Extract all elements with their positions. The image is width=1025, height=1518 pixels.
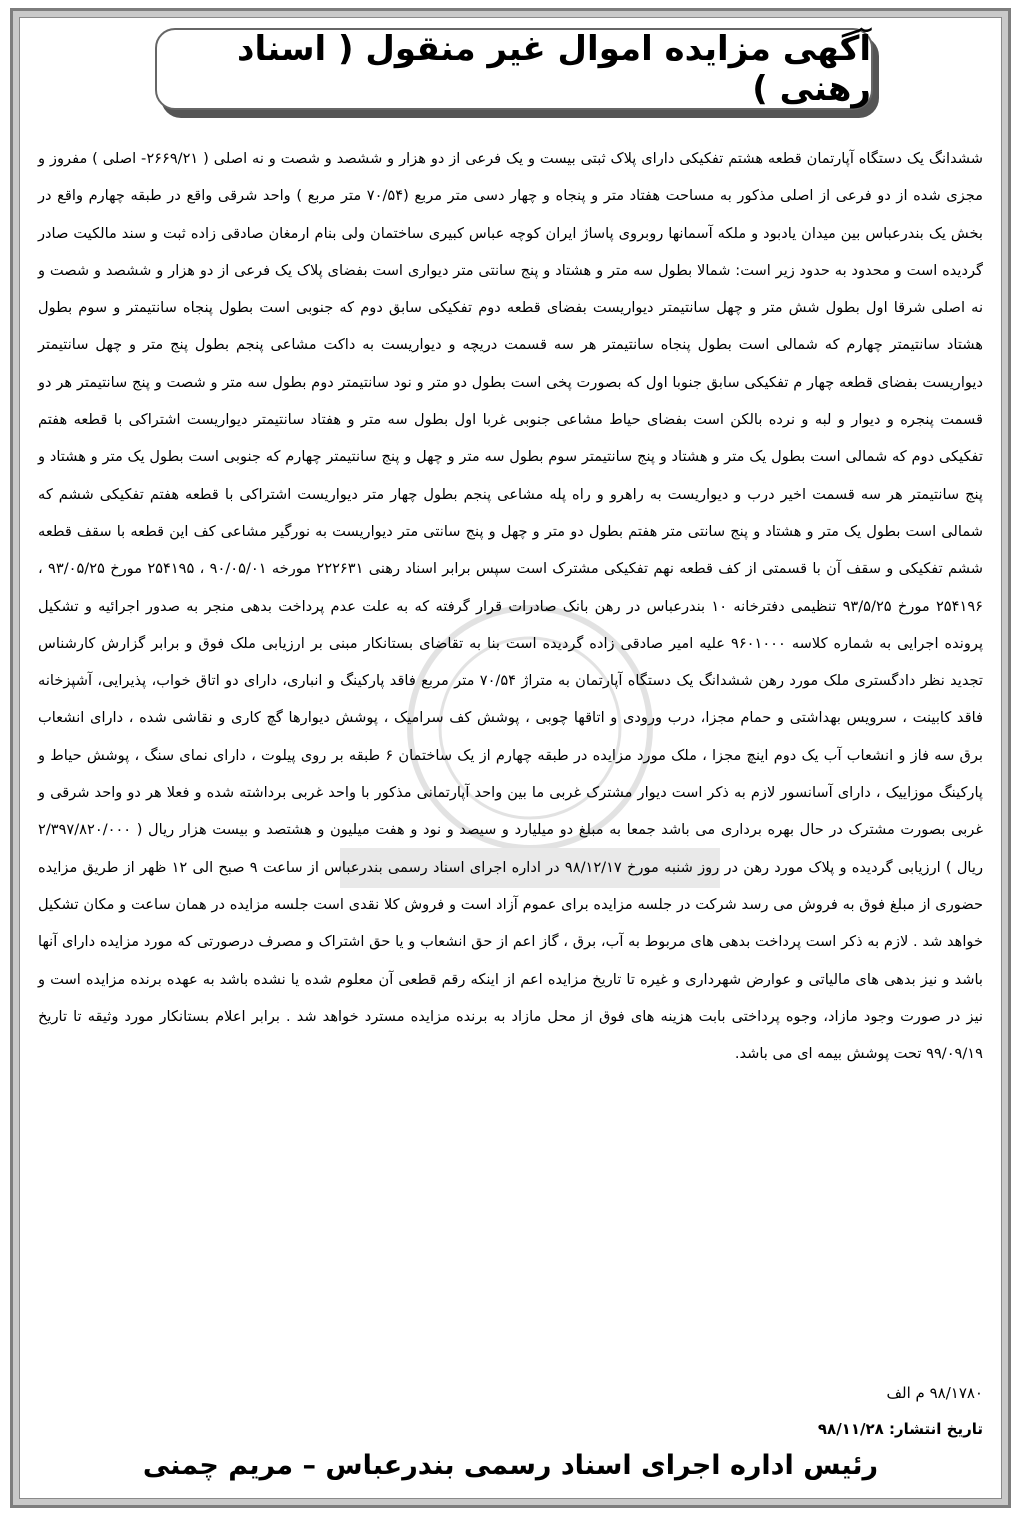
notice-title: آگهی مزایده اموال غیر منقول ( اسناد رهنی ): [237, 29, 871, 109]
signature-line: رئیس اداره اجرای اسناد رسمی بندرعباس – مریم چمنی: [142, 1450, 879, 1481]
notice-frame: [10, 8, 1011, 1508]
notice-body: ششدانگ یک دستگاه آپارتمان قطعه هشتم تفکیکی دارای پلاک ثبتی بیست و یک فرعی از دو هزار و ششصد و شصت و نه اصلی ( ۲۶۶۹/۲۱- اصلی ) مفروز و مجزی شده از دو فرعی از اصلی مذکور به مساحت هفتاد متر و پنجاه و چهار دسی متر مربع (۷۰/۵۴ متر مربع ) واحد شرقی واقع در طبقه چهارم واقع در بخش یک بندرعباس بین میدان یادبود و ملکه آسمانها روبروی پاساژ ایران کوچه عباس کبیری ساختمان ولی بنام ارمغان صادقی زاده ثبت و سند مالکیت صادر گردیده است و محدود به حدود زیر است: شمالا بطول سه متر و هشتاد و پنج سانتی متر دیواری است بفضای پلاک یک فرعی از دو هزار و ششصد و شصت و نه اصلی شرقا اول بطول شش متر و چهل سانتیمتر دیواریست بفضای قطعه دوم تفکیکی سابق دوم که جنوبی است بطول پنجاه سانتیمتر و سوم بطول هشتاد سانتیمتر چهارم که شمالی است بطول پنجاه سانتیمتر هر سه قسمت دریچه و دیواریست به داکت مشاعی پنجم بطول پنج متر و چهل سانتیمتر دیواریست بفضای قطعه چهار م تفکیکی سابق جنوبا اول که بصورت پخی است بطول دو متر و نود سانتیمتر دوم بطول سه متر و شصت و پنج سانتیمتر هر دو قسمت پنجره و دیوار و لبه و نرده بالکن است بفضای حیاط مشاعی جنوبی غربا اول بطول سه متر و هفتاد سانتیمتر دیواریست اشتراکی با قطعه هفتم تفکیکی دوم که شمالی است بطول یک متر و هشتاد و پنج سانتیمتر سوم بطول سه متر و چهل و پنج سانتیمتر چهارم که جنوبی است بطول یک متر و هشتاد و پنج سانتیمتر هر سه قسمت اخیر درب و دیواریست به راهرو و راه پله مشاعی پنجم بطول چهار متر دیواریست اشتراکی با قطعه هفتم تفکیکی ششم که شمالی است بطول یک متر و هشتاد و پنج سانتی متر هفتم بطول دو متر و چهل و پنج سانتی متر دیواریست به نورگیر مشاعی کف این قطعه با سقف قطعه ششم تفکیکی و سقف آن با قسمتی از کف قطعه نهم تفکیکی مشترک است سپس برابر اسناد رهنی ۲۲۲۶۳۱ مورخه ۹۰/۰۵/۰۱ ، ۲۵۴۱۹۵ مورخ ۹۳/۰۵/۲۵ ، ۲۵۴۱۹۶ مورخ ۹۳/۵/۲۵ تنظیمی دفترخانه ۱۰ بندرعباس در رهن بانک صادرات قرار گرفته که به علت عدم پرداخت بدهی منجر به صدور اجرائیه و تشکیل پرونده اجرایی به شماره کلاسه ۹۶۰۱۰۰۰ علیه امیر صادقی زاده گردیده است بنا به تقاضای بستانکار مبنی بر ارزیابی ملک فوق و برابر گزارش کارشناس تجدید نظر دادگستری ملک مورد رهن ششدانگ یک دستگاه آپارتمان به متراژ ۷۰/۵۴ متر مربع فاقد پارکینگ و انباری، دارای دو اتاق خواب، پذیرایی، آشپزخانه فاقد کابینت ، سرویس بهداشتی و حمام مجزا، درب ورودی و اتاقها چوبی ، پوشش کف سرامیک ، پوشش دیوارها گچ کاری و نقاشی شده ، دارای انشعاب برق سه فاز و انشعاب آب یک دوم اینچ مجزا ، ملک مورد مزایده در طبقه چهارم از یک ساختمان ۶ طبقه بر روی پیلوت ، دارای نمای سنگ ، پوشش حیاط و پارکینگ موزاییک ، دارای آسانسور لازم به ذکر است دیوار مشترک غربی ما بین واحد آپارتمانی مذکور با واحد غربی برداشته شده و فعلا هر دو واحد شرقی و غربی بصورت مشترک در حال بهره برداری می باشد جمعا به مبلغ دو میلیارد و سیصد و نود و هفت میلیون و هشتصد و بیست هزار ریال ( ۲/۳۹۷/۸۲۰/۰۰۰ ریال ) ارزیابی گردیده و پلاک مورد رهن در روز شنبه مورخ ۹۸/۱۲/۱۷ در اداره اجرای اسناد رسمی بندرعباس از ساعت ۹ صبح الی ۱۲ ظهر از طریق مزایده حضوری از مبلغ فوق به فروش می رسد شرکت در جلسه مزایده برای عموم آزاد است و فروش کلا نقدی است جلسه مزایده در همان ساعت و مکان تشکیل خواهد شد . لازم به ذکر است پرداخت بدهی های مربوط به آب، برق ، گاز اعم از حق انشعاب و یا حق اشتراک و مصرف درصورتی که مورد مزایده دارای آنها باشد و نیز بدهی های مالیاتی و عوارض شهرداری و غیره تا تاریخ مزایده اعم از اینکه رقم قطعی آن معلوم شده یا نشده باشد به عهده برنده مزایده است و نیز در صورت وجود مازاد، وجوه پرداختی بابت هزینه های فوق از محل مازاد به برنده مزایده مسترد خواهد شد . برابر اعلام بستانکار مورد وثیقه تا تاریخ ۹۹/۰۹/۱۹ تحت پوشش بیمه ای می باشد.: [38, 150, 984, 1063]
notice-panel: [19, 17, 1002, 1499]
title-box: [155, 28, 873, 110]
reference-number: ۹۸/۱۷۸۰ م الف: [886, 1384, 983, 1402]
publish-date: تاریخ انتشار: ۹۸/۱۱/۲۸: [817, 1420, 983, 1438]
